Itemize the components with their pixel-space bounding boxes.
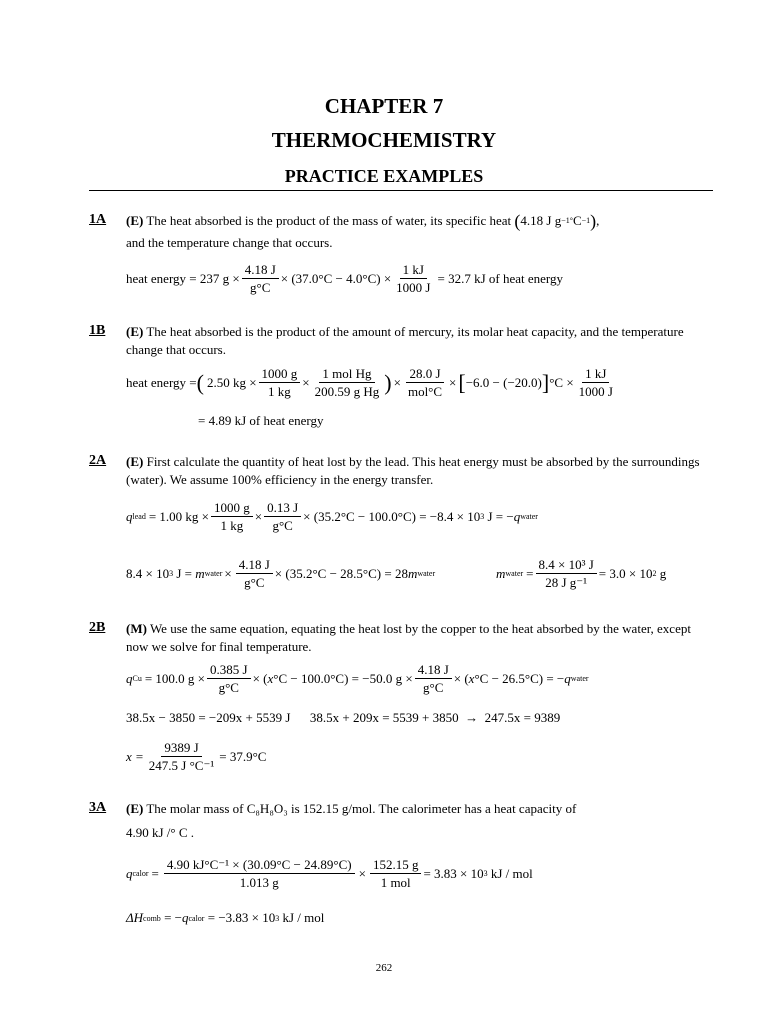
- page-number: 262: [375, 962, 393, 974]
- equation-2b-2: 38.5x − 3850 = −209x + 5539 J 38.5x + 209x = 5539 + 3850 → 247.5x = 9389: [126, 710, 561, 725]
- result-1b: = 4.89 kJ of heat energy: [198, 413, 324, 428]
- section-rule: [89, 190, 713, 191]
- example-label-1b: 1B: [89, 323, 106, 338]
- equation-3a-1: q calor = $\frac{\text{4.90 kJ°C⁻¹ × (30.09°C − 24.89°C)}}{1.013 g}$ × $\frac{152.15 g}{\text{1 mol}}$ = 3.83 × 10 3 kJ / mol: [126, 857, 533, 890]
- example-label-2b: 2B: [89, 620, 106, 635]
- example-text-1a: (E) The heat absorbed is the product of the mass of water, its specific heat ( 4.18 J g −1° C −1 ) , and the temperature change that occurs.: [126, 211, 600, 250]
- example-text-1b: (E) The heat absorbed is the product of the amount of mercury, its molar heat capacity, and the temperature change that occurs.: [126, 324, 684, 357]
- equation-1a: heat energy = 237 g × $\frac{4.18 J}{g^\circ C}$ × (37.0°C − 4.0°C) × $\frac{1 kJ}{1000 J}$ = 32.7 kJ of heat energy: [126, 262, 563, 295]
- example-text-2a: (E) First calculate the quantity of heat lost by the lead. This heat energy must be absorbed by the surroundings (water). We assume 100% efficiency in the energy transfer.: [126, 454, 700, 487]
- section-title: PRACTICE EXAMPLES: [284, 166, 484, 186]
- equation-1b: heat energy = ( 2.50 kg × $\frac{1000 g}{1 kg}$ × $\frac{\text{1 mol Hg}}{\text{200.59 g Hg}}$ ) × $\frac{28.0 J}{\text{mol°C}}$ × [ −6.0 − (−20.0) ] °C × $\frac{1 kJ}{1000 J}$: [126, 366, 613, 399]
- example-label-1a: 1A: [89, 212, 107, 227]
- example-text-2b: (M) We use the same equation, equating the heat lost by the copper to the heat absorbed by the water, except now we solve for final temperature.: [126, 621, 691, 654]
- chapter-subject: THERMOCHEMISTRY: [271, 128, 497, 152]
- equation-3a-2: ΔH comb = − q calor = −3.83 × 10 3 kJ / mol: [126, 910, 325, 925]
- equation-2b-1: q Cu = 100.0 g × $\frac{0.385 J}{g^\circ C}$ × ( x °C − 100.0°C) = −50.0 g × $\frac{4.18 J}{g^\circ C}$ × ( x °C − 26.5°C) = − q water: [126, 662, 589, 695]
- equation-2a-3: m water = $\frac{\text{8.4 × 10³ J}}{\text{28 J g⁻¹}}$ = 3.0 × 10 2 g: [496, 557, 667, 590]
- chapter-title: CHAPTER 7: [324, 94, 444, 118]
- equation-2a-1: q lead = 1.00 kg × $\frac{1000 g}{1 kg}$ × $\frac{0.13 J}{g^\circ C}$ × (35.2°C − 100.0°C) = −8.4 × 10 3 J = − q water: [126, 500, 538, 533]
- example-label-2a: 2A: [89, 453, 107, 468]
- equation-2a-2: 8.4 × 10 3 J = m water × $\frac{4.18 J}{g^\circ C}$ × (35.2°C − 28.5°C) = 28 m water: [126, 557, 436, 590]
- equation-2b-3: x = $\frac{9389 J}{\text{247.5 J °C⁻¹}}$ = 37.9°C: [126, 740, 267, 773]
- example-text-3a: (E) The molar mass of C₈H₈O₃ is 152.15 g/mol. The calorimeter has a heat capacity of 4.90 kJ /° C .: [126, 801, 577, 840]
- example-label-3a: 3A: [89, 800, 107, 815]
